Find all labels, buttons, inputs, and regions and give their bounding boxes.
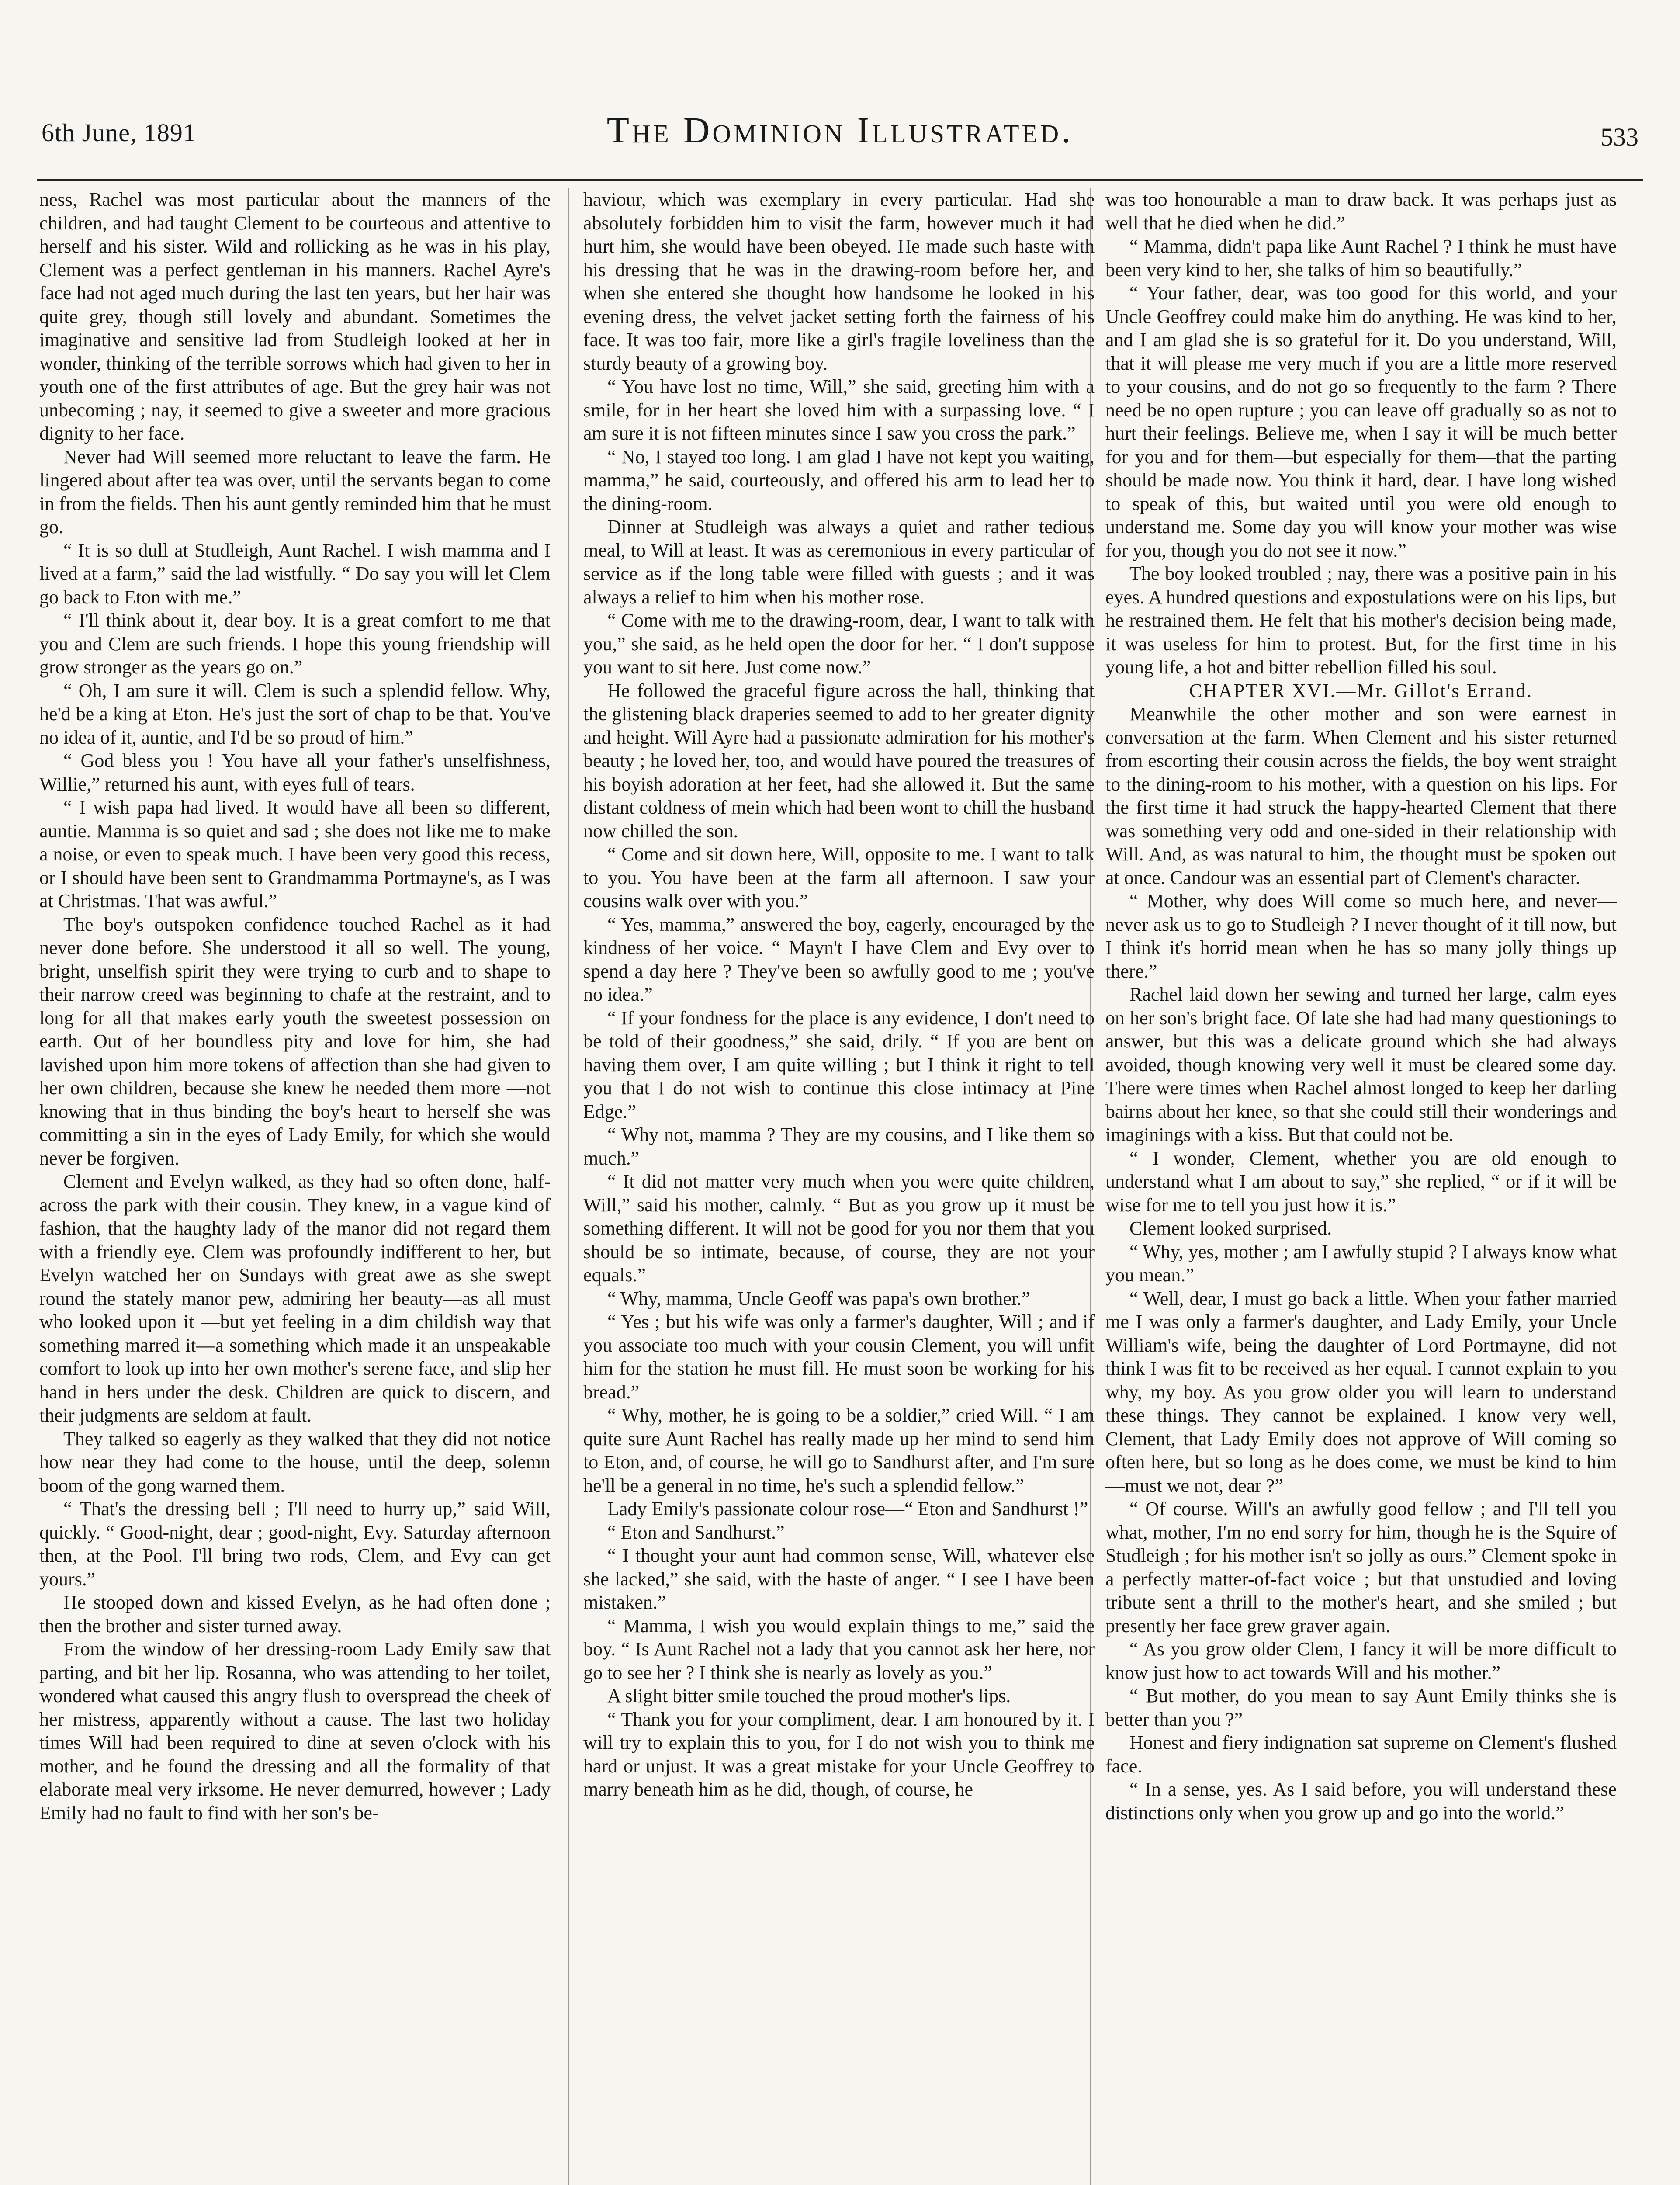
page-number: 533 bbox=[1600, 123, 1638, 151]
article-paragraph: “ Come with me to the drawing-room, dear, I want to talk with you,” she said, as he held open the door for her. “ I don't suppose you want to sit here. Just come now.” bbox=[583, 610, 1095, 678]
article-paragraph: “ Mother, why does Will come so much here, and never—never ask us to go to Studleigh ? I never thought of it till now, but I think it's horrid mean when he has so many jolly things up there.” bbox=[1105, 890, 1617, 982]
article-paragraph: “ If your fondness for the place is any evidence, I don't need to be told of their goodness,” she said, drily. “ If you are bent on having them over, I am quite willing ; but I think it right to tell you that I do not wish to continue this close intimacy at Pine Edge.” bbox=[583, 1007, 1095, 1122]
article-paragraph: Never had Will seemed more reluctant to leave the farm. He lingered about after tea was over, until the servants began to come in from the fields. Then his aunt gently reminded him that he must go. bbox=[39, 446, 551, 538]
article-paragraph: “ Thank you for your compliment, dear. I am honoured by it. I will try to explain this to you, for I do not wish you to think me hard or unjust. It was a great mistake for your Uncle Geoffrey to marry beneath him as he did, though, of course, he bbox=[583, 1708, 1095, 1800]
article-paragraph: “ That's the dressing bell ; I'll need to hurry up,” said Will, quickly. “ Good-night, dear ; good-night, Evy. Saturday afternoon then, at the Pool. I'll bring two rods, Clem, and Evy can get yours.” bbox=[39, 1498, 551, 1590]
article-paragraph: “ Why, mamma, Uncle Geoff was papa's own brother.” bbox=[607, 1287, 1030, 1309]
column-1 bbox=[39, 188, 551, 2185]
article-paragraph: “ It is so dull at Studleigh, Aunt Rachel. I wish mamma and I lived at a farm,” said the lad wistfully. “ Do say you will let Clem go back to Eton with me.” bbox=[39, 539, 551, 608]
article-paragraph: was too honourable a man to draw back. It was perhaps just as well that he died when he did.” bbox=[1105, 189, 1617, 234]
article-paragraph: Meanwhile the other mother and son were earnest in conversation at the farm. When Clement and his sister returned from escorting their cousin across the fields, the boy went straight to the dining-room to his mother, with a question on his lips. For the first time it had struck the happy-hearted Clement that there was something very odd and one-sided in their relationship with Will. And, as was natural to him, the thought must be spoken out at once. Candour was an essential part of Clement's character. bbox=[1105, 703, 1617, 888]
article-paragraph: “ Why, yes, mother ; am I awfully stupid ? I always know what you mean.” bbox=[1105, 1241, 1617, 1286]
article-paragraph: “ I wonder, Clement, whether you are old enough to understand what I am about to say,” she replied, “ or if it will be wise for me to tell you just how it is.” bbox=[1105, 1147, 1617, 1216]
column-2 bbox=[583, 188, 1095, 2185]
page-header bbox=[37, 87, 1643, 170]
publication-title: The Dominion Illustrated. bbox=[606, 110, 1074, 151]
article-paragraph: Honest and fiery indignation sat supreme on Clement's flushed face. bbox=[1105, 1732, 1617, 1777]
article-paragraph: haviour, which was exemplary in every particular. Had she absolutely forbidden him to visit the farm, however much it had hurt him, she would have been obeyed. He made such haste with his dressing that he was in the drawing-room before her, and when she entered she thought how handsome he looked in his evening dress, the velvet jacket setting forth the fairness of his face. It was too fair, more like a girl's fragile loveliness than the sturdy beauty of a growing boy. bbox=[583, 189, 1095, 374]
article-paragraph: “ I'll think about it, dear boy. It is a great comfort to me that you and Clem are such friends. I hope this young friendship will grow stronger as the years go on.” bbox=[39, 610, 551, 678]
article-paragraph: Clement looked surprised. bbox=[1129, 1217, 1332, 1239]
article-paragraph: Dinner at Studleigh was always a quiet and rather tedious meal, to Will at least. It was as ceremonious in every particular of service as if the long table were filled with guests ; and it was always a relief to him when his mother rose. bbox=[583, 516, 1095, 608]
article-paragraph: The boy looked troubled ; nay, there was a positive pain in his eyes. A hundred questions and expostulations were on his lips, but he restrained them. He felt that his mother's decision being made, it was useless for him to protest. But, for the first time in his young life, a hot and bitter rebellion filled his soul. bbox=[1105, 563, 1617, 678]
article-paragraph: “ Eton and Sandhurst.” bbox=[607, 1521, 785, 1543]
article-paragraph: “ Why not, mamma ? They are my cousins, and I like them so much.” bbox=[583, 1124, 1095, 1169]
article-paragraph: “ Of course. Will's an awfully good fellow ; and I'll tell you what, mother, I'm no end sorry for him, though he is the Squire of Studleigh ; for his mother isn't so jolly as ours.” Clement spoke in a perfectly matter-of-fact voice ; but that unstudied and loving tribute sent a thrill to the mother's heart, and she smiled ; but presently her face grew graver again. bbox=[1105, 1498, 1617, 1637]
article-paragraph: The boy's outspoken confidence touched Rachel as it had never done before. She understood it all so well. The young, bright, unselfish spirit they were trying to curb and to shape to their narrow creed was beginning to chafe at the restraint, and to long for all that makes early youth the sweetest possession on earth. Out of her boundless pity and love for him, she had lavished upon him more tokens of affection than she had given to her own children, because she knew he needed them more —not knowing that in thus binding the boy's heart to herself she was committing a sin in the eyes of Lady Emily, for which she would never be forgiven. bbox=[39, 913, 551, 1169]
article-paragraph: “ Mamma, I wish you would explain things to me,” said the boy. “ Is Aunt Rachel not a lady that you cannot ask her here, nor go to see her ? I think she is nearly as lovely as you.” bbox=[583, 1615, 1095, 1683]
article-paragraph: Rachel laid down her sewing and turned her large, calm eyes on her son's bright face. Of late she had had many questionings to answer, but this was a delicate ground which she had always avoided, though knowing very well it must be cleared some day. There were times when Rachel almost longed to keep her darling bairns about her knee, so that she could still their wonderings and imaginings with a kiss. But that could not be. bbox=[1105, 984, 1617, 1145]
article-paragraph: “ You have lost no time, Will,” she said, greeting him with a smile, for in her heart she loved him with a surpassing love. “ I am sure it is not fifteen minutes since I saw you cross the park.” bbox=[583, 376, 1095, 444]
header-rule bbox=[37, 179, 1643, 181]
article-paragraph: Lady Emily's passionate colour rose—“ Eton and Sandhurst !” bbox=[607, 1498, 1088, 1519]
article-paragraph: “ Why, mother, he is going to be a soldier,” cried Will. “ I am quite sure Aunt Rachel has really made up her mind to send him to Eton, and, of course, he will go to Sandhurst after, and I'm sure he'll be a general in no time, he's such a splendid fellow.” bbox=[583, 1405, 1095, 1496]
article-paragraph: “ It did not matter very much when you were quite children, Will,” said his mother, calmly. “ But as you grow up it must be something different. It will not be good for you nor them that you should be so intimate, because, of course, they are not your equals.” bbox=[583, 1171, 1095, 1286]
article-paragraph: From the window of her dressing-room Lady Emily saw that parting, and bit her lip. Rosanna, who was attending to her toilet, wondered what caused this angry flush to overspread the cheek of her mistress, apparently without a cause. The last two holiday times Will had been required to dine at seven o'clock with his mother, and he found the dressing and all the formality of that elaborate meal very irksome. He never demurred, however ; Lady Emily had no fault to find with her son's be- bbox=[39, 1638, 551, 1824]
article-paragraph: They talked so eagerly as they walked that they did not notice how near they had come to the house, until the deep, solemn boom of the gong warned them. bbox=[39, 1428, 551, 1496]
article-paragraph: “ Your father, dear, was too good for this world, and your Uncle Geoffrey could make him do anything. He was kind to her, and I am glad she is so grateful for it. Do you understand, Will, that it will please me very much if you are a little more reserved to your cousins, and do not go so frequently to the farm ? There need be no open rupture ; you can leave off gradually so as not to hurt their feelings. Believe me, when I say it will be much better for you and for them—but especially for them—that the parting should be made now. You think it hard, dear. I have long wished to speak of this, but waited until you were old enough to understand me. Some day you will know your mother was wise for you, though you do not see it now.” bbox=[1105, 282, 1617, 561]
article-paragraph: “ But mother, do you mean to say Aunt Emily thinks she is better than you ?” bbox=[1105, 1685, 1617, 1730]
article-paragraph: He followed the graceful figure across the hall, thinking that the glistening black draperies seemed to add to her greater dignity and height. Will Ayre had a passionate admiration for his mother's beauty ; he loved her, too, and would have poured the treasures of his boyish adoration at her feet, had she allowed it. But the same distant coldness of mein which had been wont to chill the husband now chilled the son. bbox=[583, 680, 1095, 842]
article-paragraph: “ As you grow older Clem, I fancy it will be more difficult to know just how to act towards Will and his mother.” bbox=[1105, 1638, 1617, 1683]
article-paragraph: He stooped down and kissed Evelyn, as he had often done ; then the brother and sister turned away. bbox=[39, 1592, 551, 1637]
article-paragraph: “ Yes ; but his wife was only a farmer's daughter, Will ; and if you associate too much with your cousin Clement, you will unfit him for the station he must fill. He must soon be working for his bread.” bbox=[583, 1311, 1095, 1403]
article-paragraph: “ Well, dear, I must go back a little. When your father married me I was only a farmer's daughter, and Lady Emily, your Uncle William's wife, being the daughter of Lord Portmayne, did not think I was fit to be received as her equal. I cannot explain to you why, my boy. As you grow older you will learn to understand these things. They cannot be explained. I know very well, Clement, that Lady Emily does not approve of Will coming so often here, but so long as he does come, we must be kind to him—must we not, dear ?” bbox=[1105, 1287, 1617, 1496]
issue-date: 6th June, 1891 bbox=[42, 118, 196, 147]
article-paragraph: ness, Rachel was most particular about the manners of the children, and had taught Clement to be courteous and attentive to herself and his sister. Wild and rollicking as he was in his play, Clement was a perfect gentleman in his manners. Rachel Ayre's face had not aged much during the last ten years, but her hair was quite grey, though still lovely and abundant. Sometimes the imaginative and sensitive lad from Studleigh looked at her in wonder, thinking of the terrible sorrows which had given to her in youth one of the first attributes of age. But the grey hair was not unbecoming ; nay, it seemed to give a sweeter and more gracious dignity to her face. bbox=[39, 189, 551, 444]
article-paragraph: “ God bless you ! You have all your father's unselfishness, Willie,” returned his aunt, with eyes full of tears. bbox=[39, 750, 551, 795]
article-paragraph: “ In a sense, yes. As I said before, you will understand these distinctions only when you grow up and go into the world.” bbox=[1105, 1779, 1617, 1824]
article-paragraph: “ Come and sit down here, Will, opposite to me. I want to talk to you. You have been at the farm all afternoon. I saw your cousins walk over with you.” bbox=[583, 843, 1095, 912]
article-paragraph: “ I wish papa had lived. It would have all been so different, auntie. Mamma is so quiet and sad ; she does not like me to make a noise, or even to speak much. I have been very good this recess, or I should have been sent to Grandmamma Portmayne's, as I was at Christmas. That was awful.” bbox=[39, 797, 551, 912]
article-paragraph: Clement and Evelyn walked, as they had so often done, half-across the park with their cousin. They knew, in a vague kind of fashion, that the haughty lady of the manor did not regard them with a friendly eye. Clem was profoundly indifferent to her, but Evelyn watched her on Sundays with great awe as she swept round the stately manor pew, admiring her beauty—as all must who looked upon it —but yet feeling in a dim childish way that something marred it—a something which made it an unspeakable comfort to look up into her own mother's serene face, and slip her hand in hers under the desk. Children are quick to discern, and their judgments are seldom at fault. bbox=[39, 1171, 551, 1426]
column-divider bbox=[568, 188, 569, 2185]
article-paragraph: “ Oh, I am sure it will. Clem is such a splendid fellow. Why, he'd be a king at Eton. He's just the sort of chap to be that. You've no idea of it, auntie, and I'd be so proud of him.” bbox=[39, 680, 551, 748]
column-3 bbox=[1105, 188, 1617, 2185]
article-paragraph: “ I thought your aunt had common sense, Will, whatever else she lacked,” she said, with the haste of anger. “ I see I have been mistaken.” bbox=[583, 1545, 1095, 1613]
article-paragraph: “ Mamma, didn't papa like Aunt Rachel ? I think he must have been very kind to her, she talks of him so beautifully.” bbox=[1105, 236, 1617, 281]
chapter-heading: CHAPTER XVI.—Mr. Gillot's Errand. bbox=[1189, 680, 1533, 701]
article-paragraph: A slight bitter smile touched the proud mother's lips. bbox=[607, 1685, 1011, 1706]
article-paragraph: “ Yes, mamma,” answered the boy, eagerly, encouraged by the kindness of her voice. “ Mayn't I have Clem and Evy over to spend a day here ? They've been so awfully good to me ; you've no idea.” bbox=[583, 913, 1095, 1005]
article-paragraph: “ No, I stayed too long. I am glad I have not kept you waiting, mamma,” he said, courteously, and offered his arm to lead her to the dining-room. bbox=[583, 446, 1095, 514]
